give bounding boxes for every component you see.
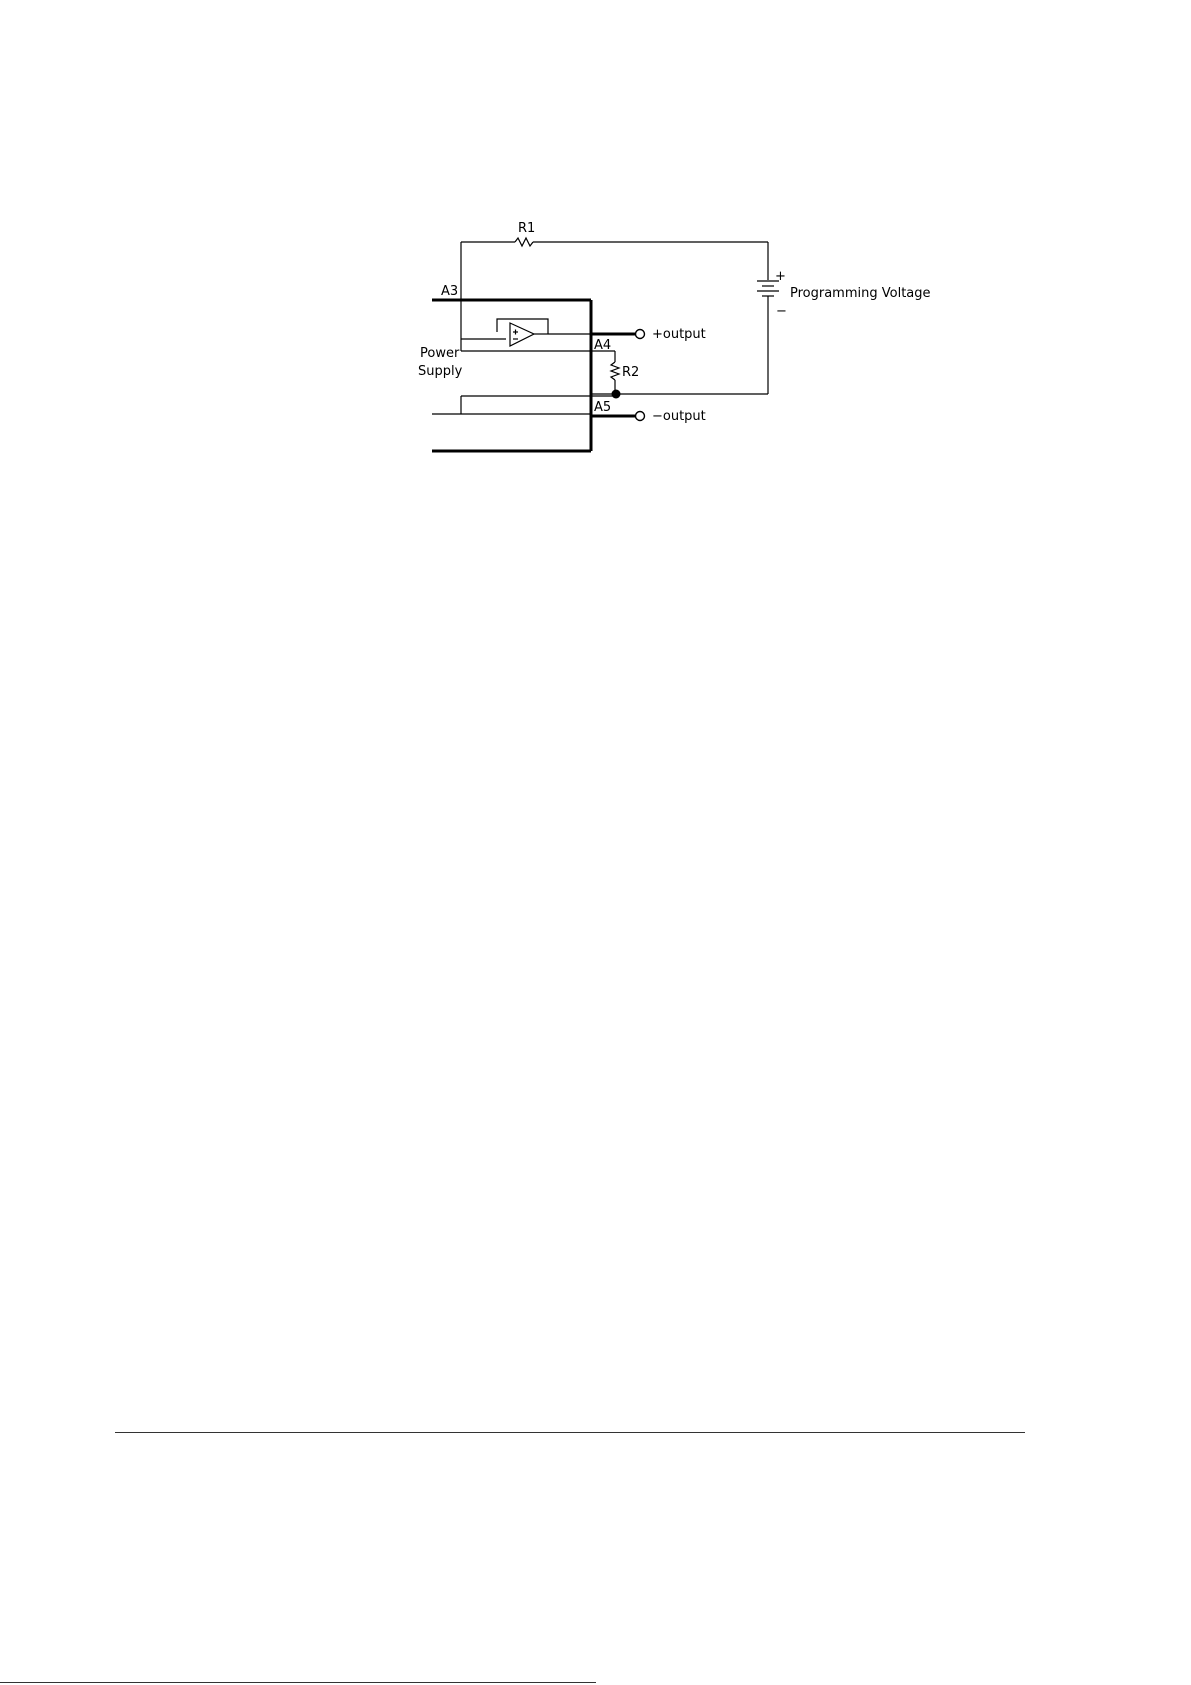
minus-sign-label: −	[776, 304, 787, 319]
page-bottom-rule	[0, 1682, 596, 1683]
inner-wiring	[432, 300, 617, 414]
battery-symbol	[757, 281, 779, 394]
junction-dot	[612, 390, 621, 399]
r2-resistor	[591, 351, 768, 399]
r2-label: R2	[622, 365, 640, 380]
a4-label: A4	[594, 338, 612, 353]
power-label: Power	[420, 346, 460, 361]
minus-output-label: −output	[652, 409, 706, 424]
op-amp-symbol	[510, 323, 534, 346]
a3-label: A3	[441, 284, 459, 299]
plus-sign-label: +	[775, 269, 786, 284]
footer-rule	[115, 1432, 1025, 1433]
a5-label: A5	[594, 400, 612, 415]
plus-output-label: +output	[652, 327, 706, 342]
r1-label: R1	[518, 221, 536, 236]
programming-voltage-label: Programming Voltage	[790, 286, 931, 301]
supply-label: Supply	[418, 364, 463, 379]
top-wire	[461, 238, 768, 300]
